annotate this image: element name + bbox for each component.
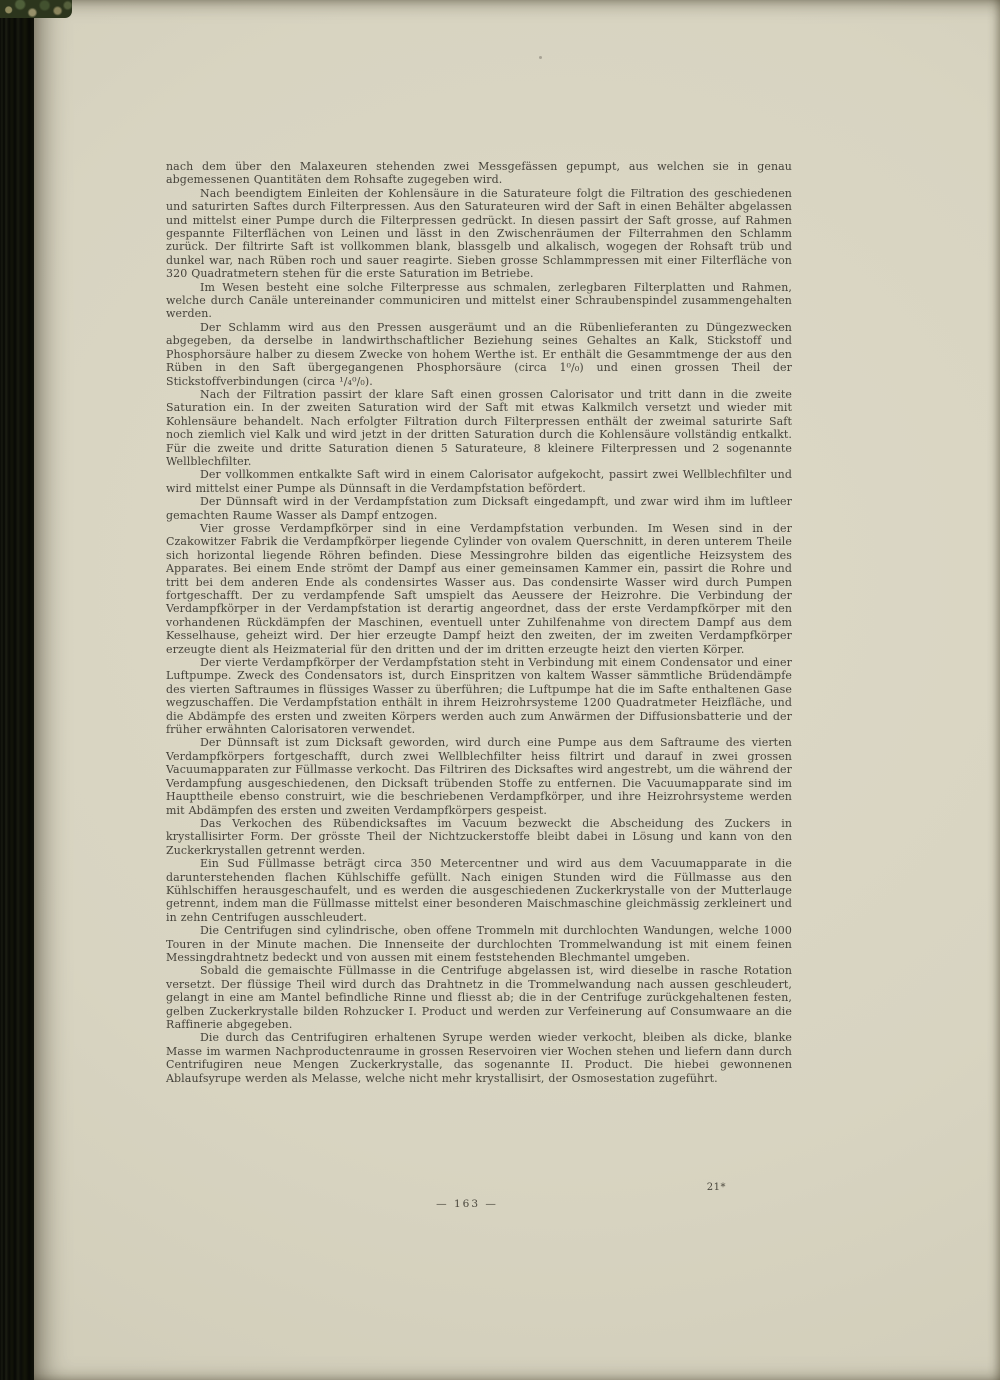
body-paragraph: nach dem über den Malaxeuren stehenden zwei Messgefässen gepumpt, aus welchen sie in genau abgemessenen Quantitäten dem Rohsafte zugegeben wird. (166, 160, 792, 187)
signature-mark: 21* (706, 1182, 726, 1193)
book-spine-page-edges (0, 0, 34, 1380)
text-block (166, 160, 792, 1085)
book-page (34, 0, 1000, 1380)
page-number: — 163 — (436, 1198, 498, 1210)
body-paragraph: Das Verkochen des Rübendicksaftes im Vacuum bezweckt die Abscheidung des Zuckers in krystallisirter Form. Der grösste Theil der Nichtzuckerstoffe bleibt dabei in Lösung und kann von den Zuckerkrystallen getrennt werden. (166, 816, 792, 857)
body-paragraph: Nach der Filtration passirt der klare Saft einen grossen Calorisator und tritt dann in die zweite Saturation ein. In der zweiten Saturation wird der Saft mit etwas Kalkmilch versetzt und wieder mit Kohlensäure behandelt. Nach erfolgter Filtration durch Filterpressen enthält der zweimal saturirte Saft noch ziemlich viel Kalk und wird jetzt in der dritten Saturation durch die Kohlensäure vollständig entkalkt. Für die zweite und dritte Saturation dienen 5 Saturateure, 8 kleinere Filterpressen und 2 sogenannte Wellblechfilter. (166, 387, 792, 468)
body-paragraph: Der Dünnsaft wird in der Verdampfstation zum Dicksaft eingedampft, und zwar wird ihm im luftleer gemachten Raume Wasser als Dampf entzogen. (166, 495, 792, 522)
body-paragraph: Der Schlamm wird aus den Pressen ausgeräumt und an die Rübenlieferanten zu Düngezwecken abgegeben, da derselbe in landwirthschaftlicher Beziehung seines Gehaltes an Kalk, Stickstoff und Phosphorsäure halber zu diesem Zwecke von hohem Werthe ist. Er enthält die Gesammtmenge der aus den Rüben in den Saft übergegangenen Phosphorsäure (circa 1⁰/₀) und einen grossen Theil der Stickstoffverbindungen (circa ¹/₄⁰/₀). (166, 320, 792, 388)
body-paragraph: Die Centrifugen sind cylindrische, oben offene Trommeln mit durchlochten Wandungen, welche 1000 Touren in der Minute machen. Die Innenseite der durchlochten Trommelwandung ist mit einem feinen Messingdrahtnetz bedeckt und von aussen mit einem feststehenden Blechmantel umgeben. (166, 924, 792, 964)
body-paragraph: Der vollkommen entkalkte Saft wird in einem Calorisator aufgekocht, passirt zwei Wellblechfilter und wird mittelst einer Pumpe als Dünnsaft in die Verdampfstation befördert. (166, 468, 792, 495)
body-paragraph: Im Wesen besteht eine solche Filterpresse aus schmalen, zerlegbaren Filterplatten und Rahmen, welche durch Canäle untereinander communiciren und mittelst einer Schraubenspindel zusammengehalten werden. (166, 280, 792, 321)
body-paragraph: Die durch das Centrifugiren erhaltenen Syrupe werden wieder verkocht, bleiben als dicke, blanke Masse im warmen Nachproductenraume in grossen Reservoiren vier Wochen stehen und liefern dann durch Centrifugiren neue Mengen Zuckerkrystalle, das sogenannte II. Product. Die hiebei gewonnenen Ablaufsyrupe werden als Melasse, welche nicht mehr krystallisirt, der Osmosestation zugeführt. (166, 1031, 792, 1085)
body-paragraph: Der Dünnsaft ist zum Dicksaft geworden, wird durch eine Pumpe aus dem Saftraume des vierten Verdampfkörpers fortgeschafft, durch zwei Wellblechfilter heiss filtrirt und darauf in zwei grossen Vacuumapparaten zur Füllmasse verkocht. Das Filtriren des Dicksaftes wird angestrebt, um die während der Verdampfung ausgeschiedenen, den Dicksaft trübenden Stoffe zu entfernen. Die Vacuumapparate sind im Haupttheile ebenso construirt, wie die beschriebenen Verdampfkörper, und ihre Heizrohrsysteme werden mit Abdämpfen des ersten und zweiten Verdampfkörpers gespeist. (166, 736, 792, 817)
body-paragraph: Ein Sud Füllmasse beträgt circa 350 Metercentner und wird aus dem Vacuumapparate in die darunterstehenden flachen Kühlschiffe gefüllt. Nach einigen Stunden wird die Füllmasse aus den Kühlschiffen herausgeschaufelt, und es werden die ausgeschiedenen Zuckerkrystalle von der Mutterlauge getrennt, indem man die Füllmasse mittelst einer besonderen Maischmaschine gleichmässig zerkleinert und in zehn Centrifugen ausschleudert. (166, 857, 792, 924)
body-paragraph: Sobald die gemaischte Füllmasse in die Centrifuge abgelassen ist, wird dieselbe in rasche Rotation versetzt. Der flüssige Theil wird durch das Drahtnetz in die Trommelwandung nach aussen geschleudert, gelangt in eine am Mantel befindliche Rinne und fliesst ab; die in der Centrifuge zurückgehaltenen festen, gelben Zuckerkrystalle bilden Rohzucker I. Product und werden zur Verfeinerung auf Consumwaare an die Raffinerie abgegeben. (166, 964, 792, 1031)
body-paragraph: Der vierte Verdampfkörper der Verdampfstation steht in Verbindung mit einem Condensator und einer Luftpumpe. Zweck des Condensators ist, durch Einspritzen von kaltem Wasser sämmtliche Brüdendämpfe des vierten Saftraumes in flüssiges Wasser zu überführen; die Luftpumpe hat die im Safte enthaltenen Gase wegzuschaffen. Die Verdampfstation enthält in ihrem Heizrohrsysteme 1200 Quadratmeter Heizfläche, und die Abdämpfe des ersten und zweiten Körpers werden auch zum Anwärmen der Diffusionsbatterie und der früher erwähnten Calorisatoren verwendet. (166, 656, 792, 737)
body-paragraph: Nach beendigtem Einleiten der Kohlensäure in die Saturateure folgt die Filtration des geschiedenen und saturirten Saftes durch Filterpressen. Aus den Saturateuren wird der Saft in einen Behälter abgelassen und mittelst einer Pumpe durch die Filterpressen gedrückt. In diesen passirt der Saft grosse, auf Rahmen gespannte Filterflächen von Leinen und lässt in den Zwischenräumen der Filterrahmen den Schlamm zurück. Der filtrirte Saft ist vollkommen blank, blassgelb und alkalisch, wogegen der Rohsaft trüb und dunkel war, nach Rüben roch und sauer reagirte. Sieben grosse Schlammpressen mit einer Filterfläche von 320 Quadratmetern stehen für die erste Saturation im Betriebe. (166, 186, 792, 281)
dust-speck (539, 56, 542, 59)
cover-marble-corner (0, 0, 72, 18)
body-paragraph: Vier grosse Verdampfkörper sind in eine Verdampfstation verbunden. Im Wesen sind in der Czakowitzer Fabrik die Verdampfkörper liegende Cylinder von ovalem Querschnitt, in deren unterem Theile sich horizontal liegende Röhren befinden. Diese Messingrohre bilden das eigentliche Heizsystem des Apparates. Bei einem Ende strömt der Dampf aus einer gemeinsamen Kammer ein, passirt die Rohre und tritt bei dem anderen Ende als condensirtes Wasser aus. Das condensirte Wasser wird durch Pumpen fortgeschafft. Der zu verdampfende Saft umspielt das Aeussere der Heizrohre. Die Verbindung der Verdampfkörper in der Verdampfstation ist derartig angeordnet, dass der erste Verdampfkörper mit den vorhandenen Rückdämpfen der Maschinen, eventuell unter Zuhilfenahme von directem Dampf aus dem Kesselhause, geheizt wird. Der hier erzeugte Dampf heizt den zweiten, der im zweiten Verdampfkörper erzeugte dient als Heizmaterial für den dritten und der im dritten erzeugte heizt den vierten Körper. (166, 521, 792, 656)
